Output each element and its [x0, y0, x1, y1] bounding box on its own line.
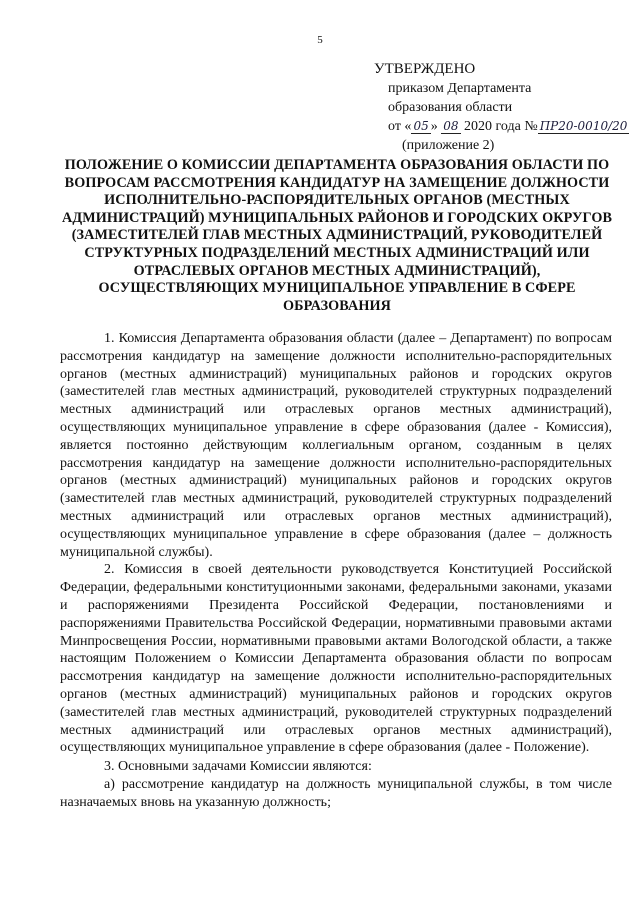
page-number: 5 [317, 34, 323, 46]
approval-attachment: (приложение 2) [402, 138, 495, 153]
document-body [60, 330, 612, 812]
date-year: 2020 года № [464, 119, 538, 134]
document-title: ПОЛОЖЕНИЕ О КОМИССИИ ДЕПАРТАМЕНТА ОБРАЗОВАНИЯ ОБЛАСТИ ПО ВОПРОСАМ РАССМОТРЕНИЯ КАНДИДАТУР НА ЗАМЕЩЕНИЕ ДОЛЖНОСТИ ИСПОЛНИТЕЛЬНО-РАСПОРЯДИТЕЛЬНЫХ ОРГАНОВ (МЕСТНЫХ АДМИНИСТРАЦИЙ) МУНИЦИПАЛЬНЫХ РАЙОНОВ И ГОРОДСКИХ ОКРУГОВ (ЗАМЕСТИТЕЛЕЙ ГЛАВ МЕСТНЫХ АДМИНИСТРАЦИЙ, РУКОВОДИТЕЛЕЙ СТРУКТУРНЫХ ПОДРАЗДЕЛЕНИЙ МЕСТНЫХ АДМИНИСТРАЦИЙ ИЛИ ОТРАСЛЕВЫХ ОРГАНОВ МЕСТНЫХ АДМИНИСТРАЦИЙ), ОСУЩЕСТВЛЯЮЩИХ МУНИЦИПАЛЬНОЕ УПРАВЛЕНИЕ В СФЕРЕ ОБРАЗОВАНИЯ [62, 157, 613, 314]
handwritten-month: 08 [443, 119, 459, 133]
paragraph-2: 2. Комиссия в своей деятельности руководствуется Конституцией Российской Федерации, федеральными конституционными законами, федеральными законами, указами и распоряжениями Президента Российской Федерации, постановлениями и распоряжениями Правительства Российской Федерации, нормативными правовыми актами Минпросвещения России, нормативными правовыми актами Вологодской области, а также настоящим Положением о Комиссии Департамента образования области по вопросам рассмотрения кандидатур на замещение должности исполнительно-распорядительных органов (местных администраций) муниципальных районов и городских округов (заместителей глав местных администраций, руководителей структурных подразделений местных администраций или отраслевых органов местных администраций), осуществляющих муниципальное управление в сфере образования (далее - Положение). [60, 562, 612, 756]
paragraph-3a: а) рассмотрение кандидатур на должность муниципальной службы, в том числе назначаемых вновь на указанную должность; [60, 776, 612, 810]
paragraph-1: 1. Комиссия Департамента образования области (далее – Департамент) по вопросам рассмотрения кандидатур на замещение должности исполнительно-распорядительных органов (местных администраций) муниципальных районов и городских округов (заместителей глав местных администраций, руководителей структурных подразделений местных администраций или отраслевых органов местных администраций), осуществляющих муниципальное управление в сфере образования (далее - Комиссия), является постоянно действующим коллегиальным органом, созданным в целях рассмотрения кандидатур на замещение должности исполнительно-распорядительных органов (местных администраций) муниципальных районов и городских округов (заместителей глав местных администраций, руководителей структурных подразделений местных администраций или отраслевых органов местных администраций), осуществляющих муниципальное управление в сфере образования (далее – должность муниципальной службы). [60, 331, 612, 560]
approval-line-date [374, 117, 636, 136]
date-quote-close: » [430, 119, 438, 134]
approval-line-department: образования области [388, 100, 513, 115]
approval-line-order: приказом Департамента [388, 81, 532, 96]
approved-heading: УТВЕРЖДЕНО [374, 61, 476, 77]
date-prefix: от « [388, 119, 412, 134]
handwritten-number: ПР20-0010/20 [539, 119, 628, 133]
paragraph-3: 3. Основными задачами Комиссии являются: [104, 759, 372, 775]
handwritten-day: 05 [413, 119, 429, 133]
approval-stamp [374, 60, 636, 155]
